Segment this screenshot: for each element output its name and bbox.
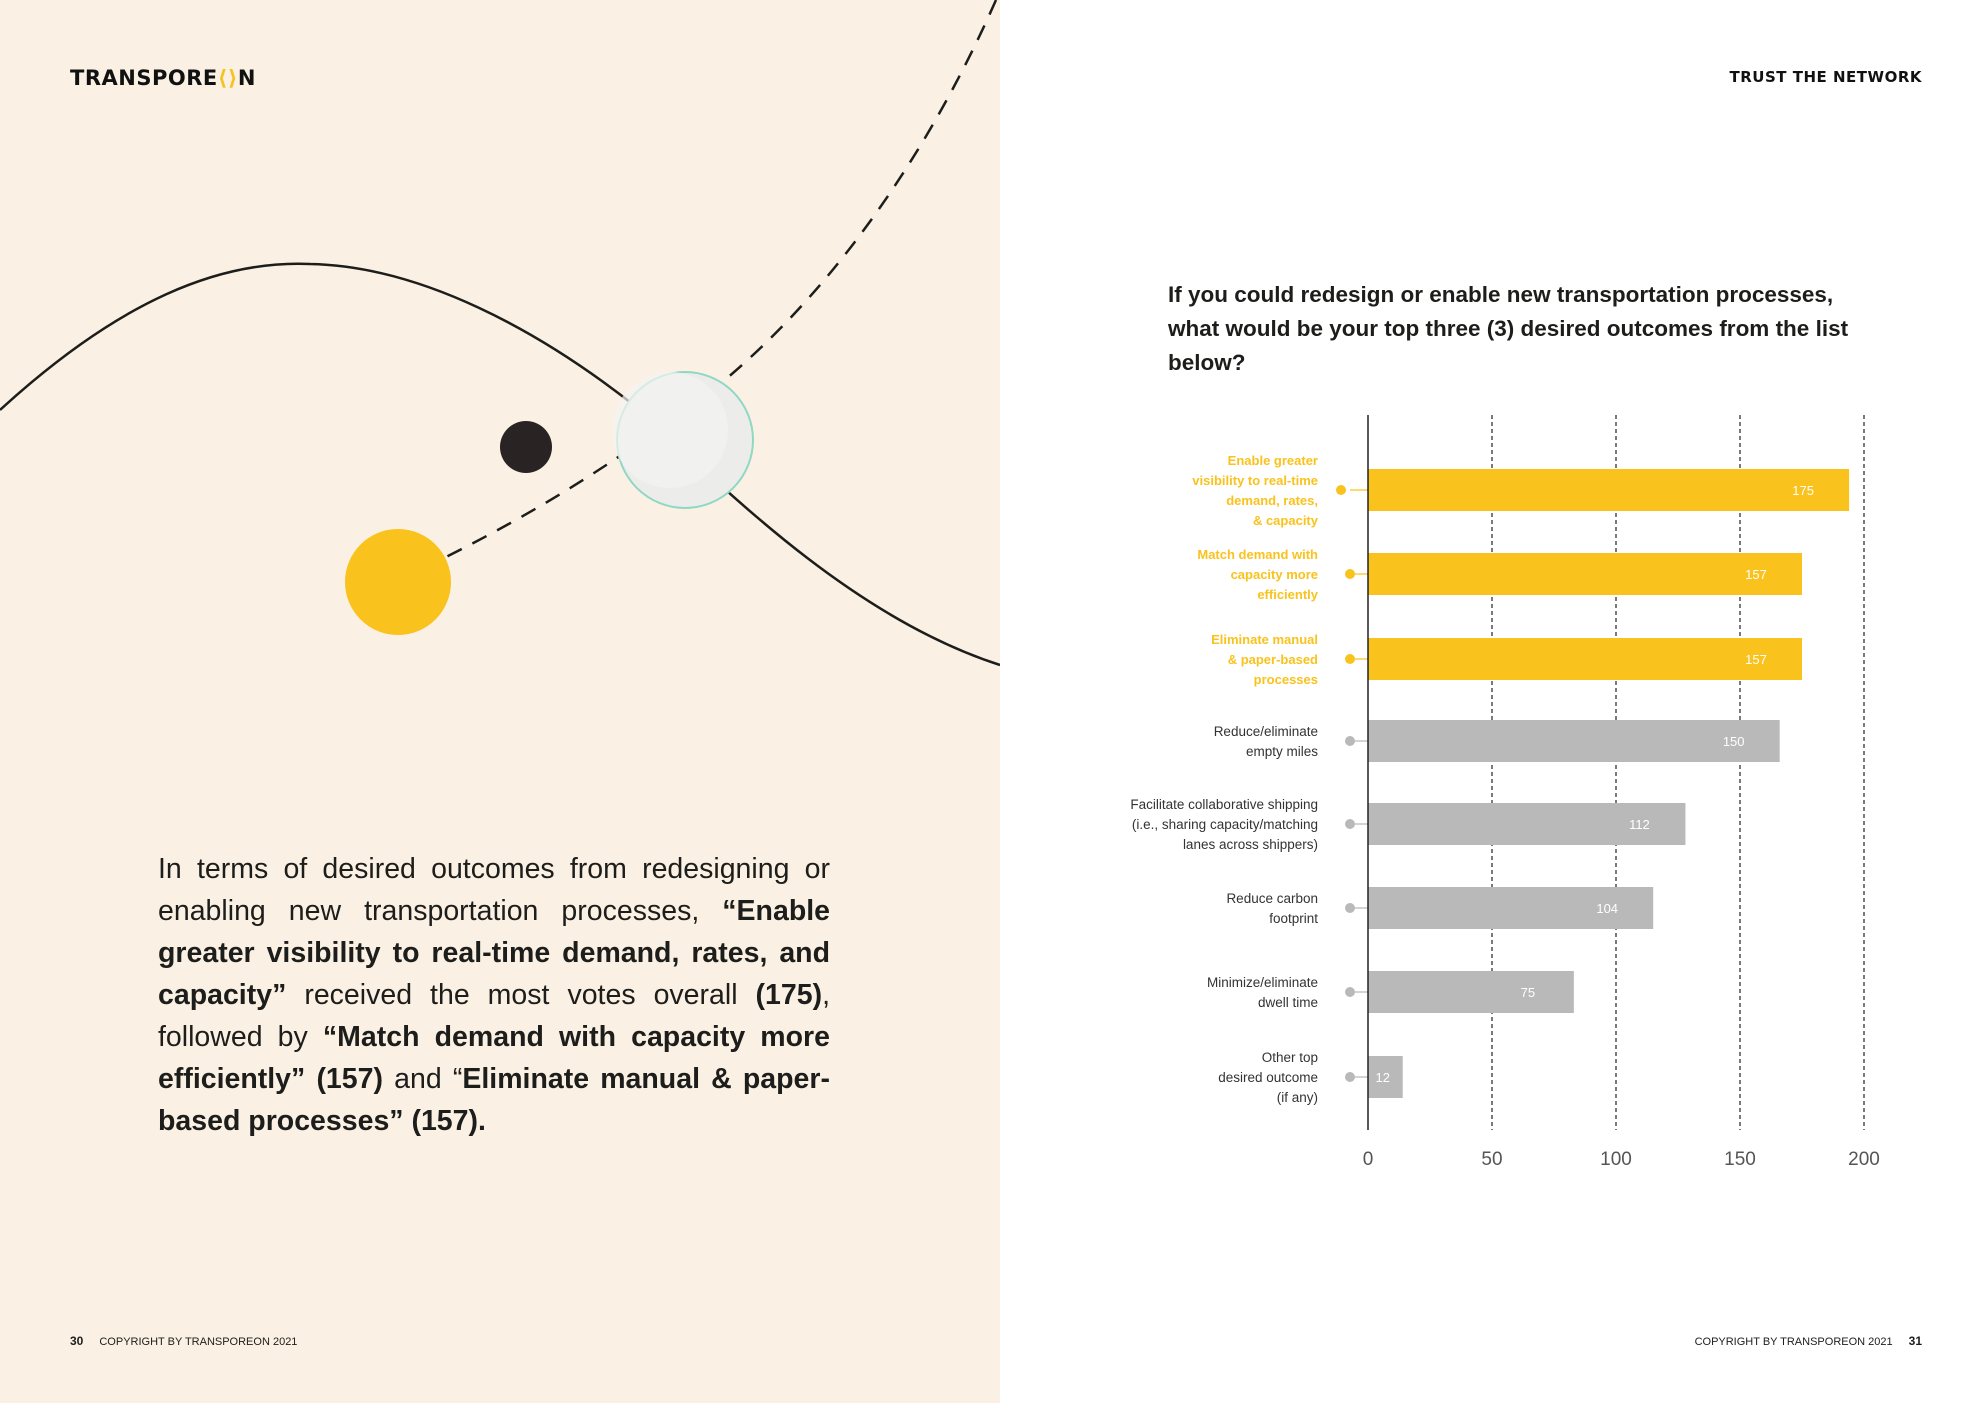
category-label-1 [1197, 547, 1318, 602]
bar-1 [1368, 553, 1802, 595]
page-number-left: 30 [70, 1334, 84, 1348]
category-label-line: lanes across shippers) [1182, 837, 1318, 852]
bar-value-label-2: 157 [1745, 652, 1767, 667]
bar-marker-dot-6 [1345, 987, 1355, 997]
category-label-line: empty miles [1245, 744, 1318, 759]
x-tick-label-200: 200 [1848, 1149, 1880, 1170]
transporeon-logo: TRANSPORE⟨⟩N [70, 66, 256, 90]
bar-marker-dot-7 [1345, 1072, 1355, 1082]
bar-marker-dot-3 [1345, 736, 1355, 746]
bar-marker-dot-4 [1345, 819, 1355, 829]
category-label-line: processes [1253, 672, 1318, 687]
page-number-right: 31 [1908, 1334, 1922, 1348]
bar-value-label-0: 175 [1792, 483, 1814, 498]
copyright-left: COPYRIGHT BY TRANSPOREON 2021 [99, 1336, 298, 1348]
category-label-line: Reduce carbon [1226, 891, 1318, 906]
category-label-line: Facilitate collaborative shipping [1130, 797, 1318, 812]
category-label-2 [1211, 632, 1318, 687]
category-label-line: Enable greater [1227, 453, 1318, 468]
bar-0 [1368, 469, 1849, 511]
category-label-line: & paper-based [1227, 652, 1318, 667]
bar-value-label-1: 157 [1745, 567, 1767, 582]
category-label-4 [1130, 797, 1318, 852]
category-label-line: (if any) [1276, 1090, 1318, 1105]
summary-paragraph: In terms of desired outcomes from redesigning or enabling new transportation processes, “Enable greater visibility to real-time demand, rates, and capacity” received the most votes overall (175), followed by “Match demand with capacity more efficiently” (157) and “Eliminate manual & paper-based processes” (157). [158, 853, 830, 1137]
bar-marker-dot-1 [1345, 569, 1355, 579]
bar-value-label-5: 104 [1596, 901, 1619, 916]
category-label-line: dwell time [1257, 995, 1318, 1010]
footer-left [70, 1334, 297, 1348]
category-label-line: efficiently [1257, 587, 1318, 602]
category-label-line: capacity more [1230, 567, 1318, 582]
yellow-planet-icon [345, 529, 451, 635]
category-label-line: visibility to real-time [1192, 473, 1318, 488]
category-label-3 [1214, 724, 1319, 759]
x-tick-label-50: 50 [1481, 1149, 1503, 1170]
category-label-7 [1218, 1050, 1318, 1105]
chart-title: If you could redesign or enable new transportation processes, what would be your top three (3) desired outcomes from the list below? [1168, 282, 1849, 375]
bar-value-label-3: 150 [1722, 734, 1745, 749]
horizontal-bar-chart [1000, 0, 1984, 1403]
copyright-right: COPYRIGHT BY TRANSPOREON 2021 [1694, 1336, 1893, 1348]
bar-marker-dot-0 [1336, 485, 1346, 495]
dark-planet-icon [500, 421, 552, 473]
section-header: TRUST THE NETWORK [1729, 68, 1922, 86]
moon-highlight [612, 372, 728, 488]
orbit-curve [0, 264, 1000, 665]
category-label-line: demand, rates, [1226, 493, 1318, 508]
bar-value-label-7: 12 [1375, 1070, 1390, 1085]
category-label-line: footprint [1269, 911, 1318, 926]
category-label-0 [1192, 453, 1318, 528]
category-label-line: & capacity [1252, 513, 1318, 528]
right-page [1000, 0, 1984, 1403]
bar-marker-dot-5 [1345, 903, 1355, 913]
category-label-line: Match demand with [1197, 547, 1318, 562]
category-label-line: (i.e., sharing capacity/matching [1131, 817, 1318, 832]
footer-right [1695, 1334, 1922, 1348]
bar-6 [1368, 971, 1574, 1013]
bar-marker-dot-2 [1345, 654, 1355, 664]
category-label-line: Other top [1261, 1050, 1318, 1065]
bar-value-label-4: 112 [1629, 817, 1650, 832]
category-label-5 [1226, 891, 1318, 926]
x-tick-label-0: 0 [1362, 1149, 1374, 1170]
category-label-line: Eliminate manual [1211, 632, 1318, 647]
logo-mark-icon: ⟨⟩ [217, 66, 238, 90]
x-tick-label-100: 100 [1600, 1149, 1632, 1170]
category-label-line: desired outcome [1218, 1070, 1318, 1085]
bar-3 [1368, 720, 1780, 762]
bar-2 [1368, 638, 1802, 680]
category-label-line: Minimize/eliminate [1206, 975, 1318, 990]
category-label-line: Reduce/eliminate [1213, 724, 1318, 739]
category-label-6 [1207, 975, 1318, 1010]
bar-value-label-6: 75 [1520, 985, 1536, 1000]
x-tick-label-150: 150 [1724, 1149, 1756, 1170]
